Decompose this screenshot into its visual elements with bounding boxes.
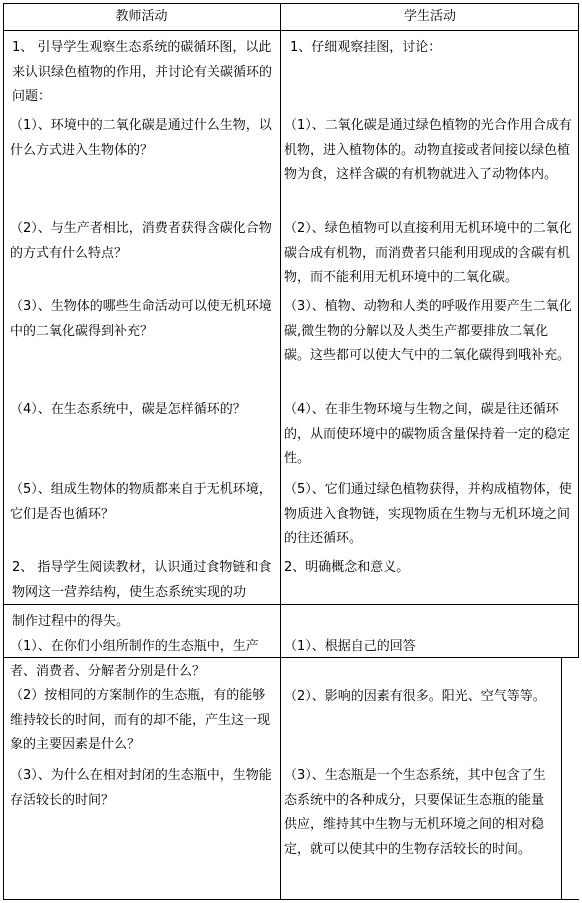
upper-teacher-item-6: 2、 指导学生阅读教材，认识通过食物链和食物网这一营养结构，使生态系统实现的功 <box>12 560 272 600</box>
upper-student-item-2: （2）、绿色植物可以直接利用无机环境中的二氧化碳合成有机物，而消费者只能利用现成的含碳有机物，而不能利用无机环境中的二氧化碳。 <box>284 221 572 285</box>
upper-teacher-item-0: 1、 引导学生观察生态系统的碳循环图，以此来认识绿色植物的作用，并讨论有关碳循环的问题： <box>12 40 273 104</box>
upper-student-item-5: （5）、它们通过绿色植物获得，并构成植物体，使物质进入食物链，实现物质在生物与无机环境之间的往还循环。 <box>284 482 572 546</box>
upper-column-divider <box>280 3 281 658</box>
upper-student-item-4: （4）、在非生物环境与生物之间，碳是往还循环的，从而使环境中的碳物质含量保持着一定的稳定性。 <box>284 402 571 466</box>
upper-teacher-item-1: （1）、环境中的二氧化碳是通过什么生物，以什么方式进入生物体的？ <box>10 118 272 158</box>
lower-teacher-item-3: （3）、为什么在相对封闭的生态瓶中，生物能存活较长的时间？ <box>10 768 272 808</box>
lower-student-item-1: （2）、影响的因素有很多。阳光、空气等等。 <box>284 689 546 704</box>
student-header: 学生活动 <box>403 9 456 24</box>
lower-right-border <box>561 658 562 900</box>
upper-student-item-0: 1、仔细观察挂图，讨论： <box>290 40 442 55</box>
lower-teacher-item-1: （1）、在你们小组所制作的生态瓶中，生产者、消费者、分解者分别是什么？ <box>10 639 259 679</box>
lower-student-item-0: （1）、根据自己的回答 <box>284 639 416 654</box>
upper-student-item-3: （3）、植物、动物和人类的呼吸作用要产生二氧化碳,微生物的分解以及人类生产都要排放二氧化碳。这些都可以使大气中的二氧化碳得到哦补充。 <box>284 299 572 363</box>
lower-student-item-2: （3）、生态瓶是一个生态系统，其中包含了生态系统中的各种成分，只要保证生态瓶的能量供应，维持其中生物与无机环境之间的相对稳定，就可以使其中的生物存活较长的时间。 <box>284 768 546 857</box>
teacher-header: 教师活动 <box>115 9 168 24</box>
upper-teacher-item-3: （3）、生物体的哪些生命活动可以使无机环境中的二氧化碳得到补充？ <box>10 299 272 339</box>
lower-column-divider <box>280 604 281 900</box>
header-divider <box>3 30 579 31</box>
upper-teacher-item-4: （4）、在生态系统中，碳是怎样循环的？ <box>10 402 246 417</box>
lower-teacher-item-2: （2）按相同的方案制作的生态瓶，有的能够维持较长的时间，而有的却不能，产生这一现象的主要因素是什么？ <box>10 688 271 752</box>
upper-student-item-1: （1）、二氧化碳是通过绿色植物的光合作用合成有机物，进入植物体的。动物直接或者间接以绿色植物为食，这样含碳的有机物就进入了动物体内。 <box>284 118 572 182</box>
upper-teacher-item-5: （5）、组成生物体的物质都来自于无机环境，它们是否也循环？ <box>10 482 272 522</box>
lower-top-border <box>3 604 280 605</box>
lower-teacher-item-0: 制作过程中的得失。 <box>12 614 130 629</box>
upper-student-item-6: 2、明确概念和意义。 <box>284 560 410 575</box>
upper-teacher-item-2: （2）、与生产者相比，消费者获得含碳化合物的方式有什么特点？ <box>10 221 272 261</box>
